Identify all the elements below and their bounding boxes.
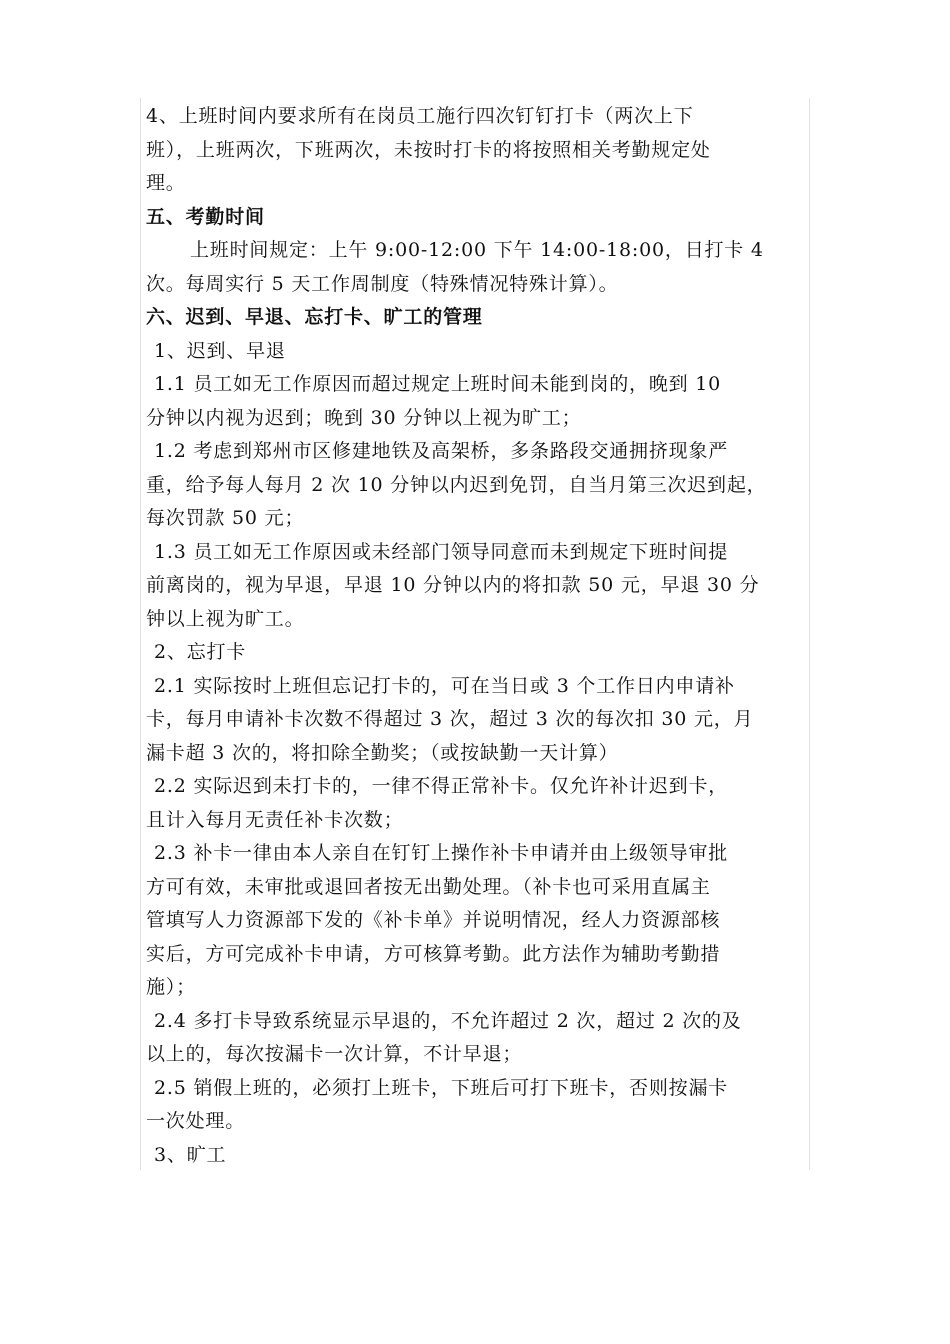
paragraph-line: 班），上班两次，下班两次，未按时打卡的将按照相关考勤规定处 [146, 138, 711, 161]
clause-2-5: 2.5 销假上班的，必须打上班卡，下班后可打下班卡，否则按漏卡 [154, 1076, 729, 1099]
clause-2-2: 2.2 实际迟到未打卡的，一律不得正常补卡。仅允许补计迟到卡， [154, 775, 729, 797]
clause-2-3: 2.3 补卡一律由本人亲自在钉钉上操作补卡申请并由上级领导审批 [154, 842, 729, 864]
paragraph-line: 漏卡超 3 次的，将扣除全勤奖；（或按缺勤一天计算） [146, 741, 619, 764]
clause-1-1: 1.1 员工如无工作原因而超过规定上班时间未能到岗的，晚到 10 [154, 373, 722, 395]
paragraph-line: 且计入每月无责任补卡次数； [146, 808, 404, 831]
paragraph-line: 次。每周实行 5 天工作周制度（特殊情况特殊计算）。 [146, 272, 619, 295]
clause-2-1: 2.1 实际按时上班但忘记打卡的，可在当日或 3 个工作日内申请补 [154, 674, 735, 697]
paragraph-line: 施）； [146, 976, 196, 998]
paragraph-line: 钟以上视为旷工。 [146, 607, 305, 630]
paragraph-line: 方可有效，未审批或退回者按无出勤处理。（补卡也可采用直属主 [146, 875, 711, 898]
paragraph-line: 理。 [146, 172, 186, 194]
clause-2-4: 2.4 多打卡导致系统显示早退的，不允许超过 2 次，超过 2 次的及 [154, 1009, 742, 1032]
paragraph-line: 实后，方可完成补卡申请，方可核算考勤。此方法作为辅助考勤措 [146, 942, 721, 965]
paragraph-line: 管填写人力资源部下发的《补卡单》并说明情况，经人力资源部核 [146, 909, 721, 931]
section-heading-late-early-management: 六、迟到、早退、忘打卡、旷工的管理 [146, 306, 483, 328]
clause-1-3: 1.3 员工如无工作原因或未经部门领导同意而未到规定下班时间提 [154, 540, 729, 563]
section-heading-attendance-time: 五、考勤时间 [146, 205, 265, 228]
paragraph-line: 前离岗的，视为早退，早退 10 分钟以内的将扣款 50 元，早退 30 分 [146, 574, 760, 596]
paragraph-line: 重，给予每人每月 2 次 10 分钟以内迟到免罚，自当月第三次迟到起， [146, 473, 767, 496]
paragraph-line: 以上的，每次按漏卡一次计算，不计早退； [146, 1043, 523, 1065]
paragraph-line: 上班时间规定：上午 9:00-12:00 下午 14:00-18:00，日打卡 4 [190, 239, 764, 261]
subsection-heading-late-early: 1、迟到、早退 [154, 339, 286, 362]
paragraph-line: 4、上班时间内要求所有在岗员工施行四次钉钉打卡（两次上下 [146, 105, 694, 127]
clause-1-2: 1.2 考虑到郑州市区修建地铁及高架桥，多条路段交通拥挤现象严 [154, 440, 729, 462]
subsection-heading-forgot-punch: 2、忘打卡 [154, 641, 247, 663]
subsection-heading-absenteeism: 3、旷工 [154, 1143, 227, 1166]
paragraph-line: 一次处理。 [146, 1110, 246, 1132]
paragraph-line: 分钟以内视为迟到；晚到 30 分钟以上视为旷工； [146, 406, 582, 429]
paragraph-line: 每次罚款 50 元； [146, 507, 305, 529]
paragraph-line: 卡，每月申请补卡次数不得超过 3 次，超过 3 次的每次扣 30 元，月 [146, 708, 754, 730]
document-body [146, 100, 812, 1172]
